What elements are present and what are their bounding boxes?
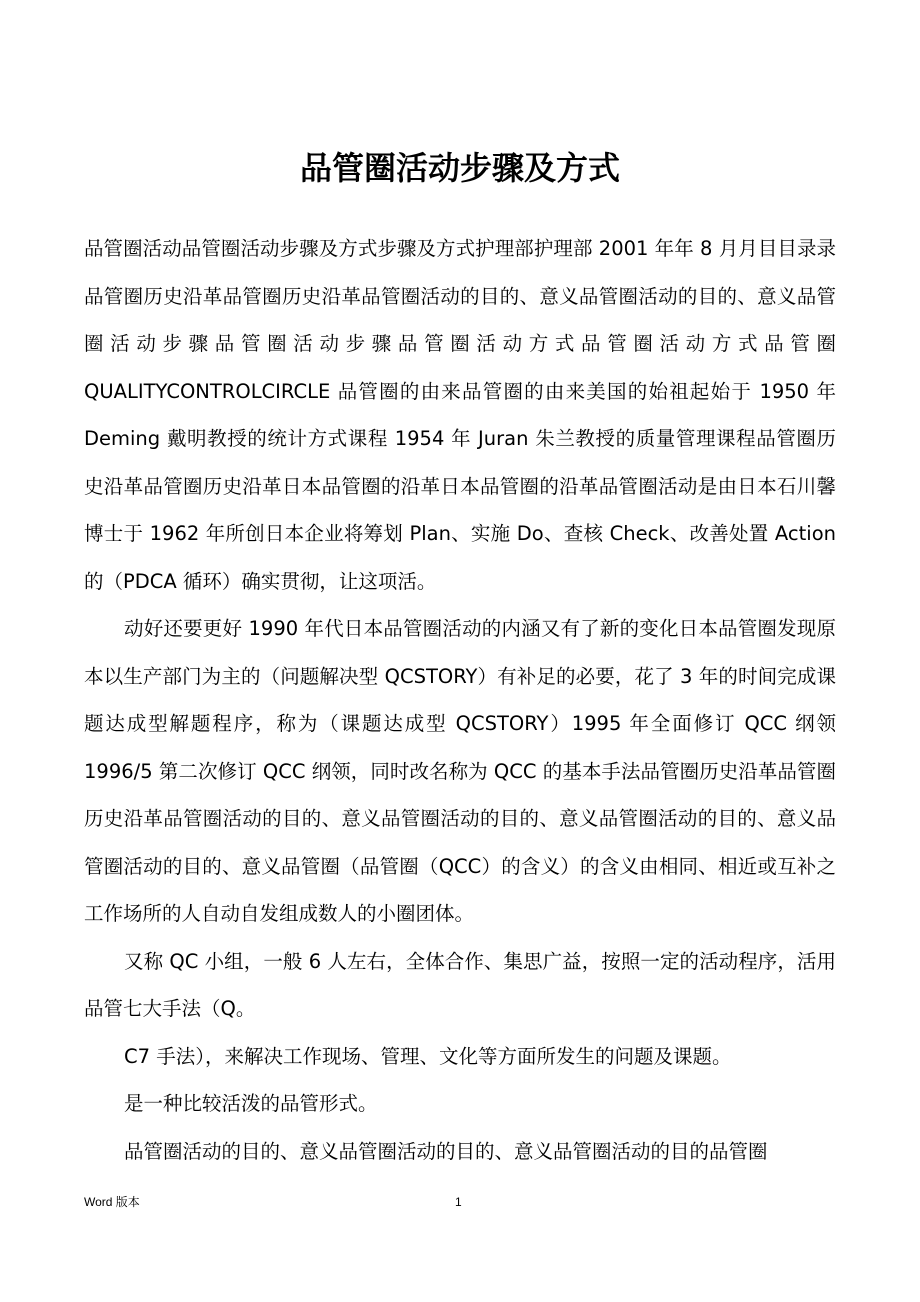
paragraph: 品管圈活动的目的、意义品管圈活动的目的、意义品管圈活动的目的品管圈	[124, 1139, 768, 1163]
footer-version-label: Word 版本	[84, 1195, 140, 1209]
paragraph: 又称 QC 小组，一般 6 人左右，全体合作、集思广益，按照一定的活动程序，活用品管七大手法（Q。	[84, 949, 836, 1020]
footer-page-number: 1	[455, 1195, 462, 1209]
paragraph: 品管圈活动品管圈活动步骤及方式步骤及方式护理部护理部 2001 年年 8 月月目目录录品管圈历史沿革品管圈历史沿革品管圈活动的目的、意义品管圈活动的目的、意义品管圈活动步骤品管圈活动步骤品管圈活动方式品管圈活动方式品管圈 QUALITYCONTROLCIRCLE 品管圈的由来品管圈的由来美国的始祖起始于 1950 年 Deming 戴明教授的统计方式课程 1954 年 Juran 朱兰教授的质量管理课程品管圈历史沿革品管圈历史沿革日本品管圈的沿革日本品管圈的沿革品管圈活动是由日本石川馨博士于 1962 年所创日本企业将筹划 Plan、实施 Do、查核 Check、改善处置 Action 的（PDCA 循环）确实贯彻，让这项活。	[84, 237, 836, 593]
paragraph: 动好还要更好 1990 年代日本品管圈活动的内涵又有了新的变化日本品管圈发现原本以生产部门为主的（问题解决型 QCSTORY）有补足的必要，花了 3 年的时间完成课题达成型解题程序，称为（课题达成型 QCSTORY）1995 年全面修订 QCC 纲领 1996/5 第二次修订 QCC 纲领，同时改名称为 QCC 的基本手法品管圈历史沿革品管圈历史沿革品管圈活动的目的、意义品管圈活动的目的、意义品管圈活动的目的、意义品管圈活动的目的、意义品管圈（品管圈（QCC）的含义）的含义由相同、相近或互补之工作场所的人自动自发组成数人的小圈团体。	[84, 617, 836, 925]
paragraph: C7 手法），来解决工作现场、管理、文化等方面所发生的问题及课题。	[124, 1044, 732, 1068]
paragraph: 是一种比较活泼的品管形式。	[124, 1092, 378, 1115]
document-body	[84, 225, 836, 1175]
document-title: 品管圈活动步骤及方式	[299, 149, 620, 187]
